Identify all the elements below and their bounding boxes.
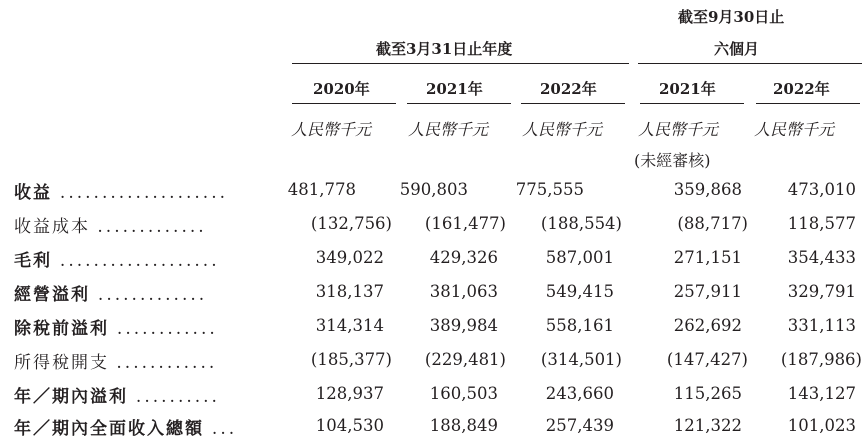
- row-label-text: 年／期內溢利: [14, 387, 128, 407]
- table-cell: 389,984: [429, 316, 498, 335]
- leader-dots: .............: [97, 285, 208, 305]
- table-cell: 115,265: [673, 384, 742, 403]
- table-cell: 590,803: [399, 180, 468, 199]
- table-cell: 558,161: [545, 316, 614, 335]
- table-cell: 331,113: [787, 316, 856, 335]
- fiscal-years-title: 截至3月31日止年度: [376, 40, 513, 58]
- column-rule-3: [521, 103, 625, 104]
- leader-dots: ...................: [59, 251, 220, 271]
- table-cell: 257,439: [545, 416, 614, 435]
- table-cell: 775,555: [515, 180, 584, 199]
- table-cell: (161,477): [424, 214, 506, 233]
- table-cell: 118,577: [787, 214, 856, 233]
- table-cell: 318,137: [315, 282, 384, 301]
- row-label: [14, 348, 217, 373]
- table-cell: 160,503: [429, 384, 498, 403]
- row-label: [14, 382, 220, 407]
- table-cell: 104,530: [315, 416, 384, 435]
- table-cell: 101,023: [787, 416, 856, 435]
- table-cell: 121,322: [673, 416, 742, 435]
- table-cell: 271,151: [673, 248, 742, 267]
- table-cell: 349,022: [315, 248, 384, 267]
- row-label-text: 所得稅開支: [14, 353, 109, 373]
- table-cell: (188,554): [540, 214, 622, 233]
- table-cell: 354,433: [787, 248, 856, 267]
- table-cell: 188,849: [429, 416, 498, 435]
- table-cell: 314,314: [315, 316, 384, 335]
- table-cell: 143,127: [787, 384, 856, 403]
- table-cell: 329,791: [787, 282, 856, 301]
- leader-dots: ....................: [59, 183, 228, 203]
- column-header-2022-nine-months: 2022年: [773, 80, 830, 98]
- row-label-text: 年／期內全面收入總額: [14, 419, 204, 439]
- row-label: [14, 212, 207, 237]
- table-cell: 587,001: [545, 248, 614, 267]
- table-cell: (187,986): [780, 350, 862, 369]
- column-rule-5: [756, 103, 860, 104]
- row-label: [14, 314, 218, 339]
- table-cell: 381,063: [429, 282, 498, 301]
- row-label: [14, 280, 207, 305]
- leader-dots: ............: [116, 353, 218, 373]
- table-cell: (185,377): [310, 350, 392, 369]
- column-rule-4: [640, 103, 744, 104]
- row-label: [14, 414, 237, 439]
- column-header-2021: 2021年: [426, 80, 483, 98]
- table-cell: 429,326: [429, 248, 498, 267]
- table-cell: (314,501): [540, 350, 622, 369]
- column-header-2021-nine-months: 2021年: [659, 80, 716, 98]
- table-cell: 481,778: [287, 180, 356, 199]
- unit-label: 人民幣千元: [638, 120, 719, 139]
- row-label: [14, 246, 220, 271]
- unit-label: 人民幣千元: [754, 120, 835, 139]
- table-cell: (147,427): [666, 350, 748, 369]
- column-header-2022: 2022年: [540, 80, 597, 98]
- nine-months-title-line1: 截至9月30日止: [678, 8, 785, 26]
- table-cell: 257,911: [673, 282, 742, 301]
- column-rule-1: [292, 103, 396, 104]
- leader-dots: .............: [97, 217, 207, 237]
- leader-dots: ..........: [135, 387, 220, 407]
- row-label-text: 收益: [14, 183, 52, 203]
- row-label-text: 除稅前溢利: [14, 319, 109, 339]
- table-cell: 549,415: [545, 282, 614, 301]
- row-label-text: 經營溢利: [14, 285, 90, 305]
- nine-months-rule: [638, 63, 862, 64]
- table-cell: (229,481): [424, 350, 506, 369]
- row-label-text: 毛利: [14, 251, 52, 271]
- row-label: [14, 178, 228, 203]
- nine-months-title-line2: 六個月: [714, 40, 760, 58]
- unaudited-note: (未經審核): [634, 151, 711, 170]
- table-cell: 128,937: [315, 384, 384, 403]
- table-cell: (88,717): [677, 214, 748, 233]
- unit-label: 人民幣千元: [408, 120, 489, 139]
- unit-label: 人民幣千元: [522, 120, 603, 139]
- row-label-text: 收益成本: [14, 217, 90, 237]
- leader-dots: ............: [116, 319, 218, 339]
- table-cell: 262,692: [673, 316, 742, 335]
- table-cell: (132,756): [310, 214, 392, 233]
- table-cell: 243,660: [545, 384, 614, 403]
- fiscal-years-rule: [292, 63, 629, 64]
- table-cell: 359,868: [673, 180, 742, 199]
- unit-label: 人民幣千元: [291, 120, 372, 139]
- column-header-2020: 2020年: [313, 80, 370, 98]
- table-cell: 473,010: [787, 180, 856, 199]
- column-rule-2: [407, 103, 511, 104]
- leader-dots: ...: [211, 419, 238, 439]
